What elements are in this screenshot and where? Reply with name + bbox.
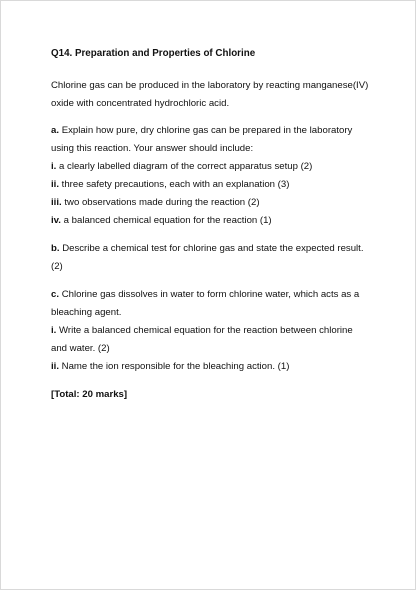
item-text: two observations made during the reaction (2)	[64, 197, 260, 208]
item-label: i.	[51, 161, 57, 172]
part-c-item	[51, 358, 371, 376]
part-a-item	[51, 158, 371, 176]
item-label: iv.	[51, 215, 61, 226]
item-text: Name the ion responsible for the bleaching action. (1)	[61, 361, 290, 372]
part-a	[51, 122, 371, 230]
part-b-text: Describe a chemical test for chlorine gas and state the expected result. (2)	[51, 243, 364, 272]
item-text: a balanced chemical equation for the reaction (1)	[63, 215, 272, 226]
part-a-item	[51, 194, 371, 212]
part-b-prompt	[51, 240, 371, 276]
item-text: a clearly labelled diagram of the correct apparatus setup (2)	[59, 161, 313, 172]
part-a-label: a.	[51, 125, 60, 136]
part-a-item	[51, 176, 371, 194]
item-label: i.	[51, 325, 57, 336]
part-c-text: Chlorine gas dissolves in water to form chlorine water, which acts as a bleaching agent.	[51, 289, 360, 318]
part-a-item	[51, 212, 371, 230]
total-marks: [Total: 20 marks]	[51, 389, 128, 400]
part-a-prompt	[51, 122, 371, 158]
part-b	[51, 240, 371, 276]
item-label: ii.	[51, 361, 59, 372]
item-label: iii.	[51, 197, 62, 208]
part-c	[51, 286, 371, 376]
part-c-prompt	[51, 286, 371, 322]
question-title: Q14. Preparation and Properties of Chlorine	[51, 48, 256, 59]
item-text: three safety precautions, each with an explanation (3)	[61, 179, 290, 190]
part-b-label: b.	[51, 243, 60, 254]
part-a-text: Explain how pure, dry chlorine gas can be prepared in the laboratory using this reaction. Your answer should include:	[51, 125, 353, 154]
item-text: Write a balanced chemical equation for the reaction between chlorine and water. (2)	[51, 325, 353, 354]
part-c-item	[51, 322, 371, 358]
item-label: ii.	[51, 179, 59, 190]
question-intro: Chlorine gas can be produced in the laboratory by reacting manganese(IV) oxide with concentrated hydrochloric acid.	[51, 80, 369, 109]
part-c-label: c.	[51, 289, 60, 300]
question-content	[51, 45, 371, 404]
